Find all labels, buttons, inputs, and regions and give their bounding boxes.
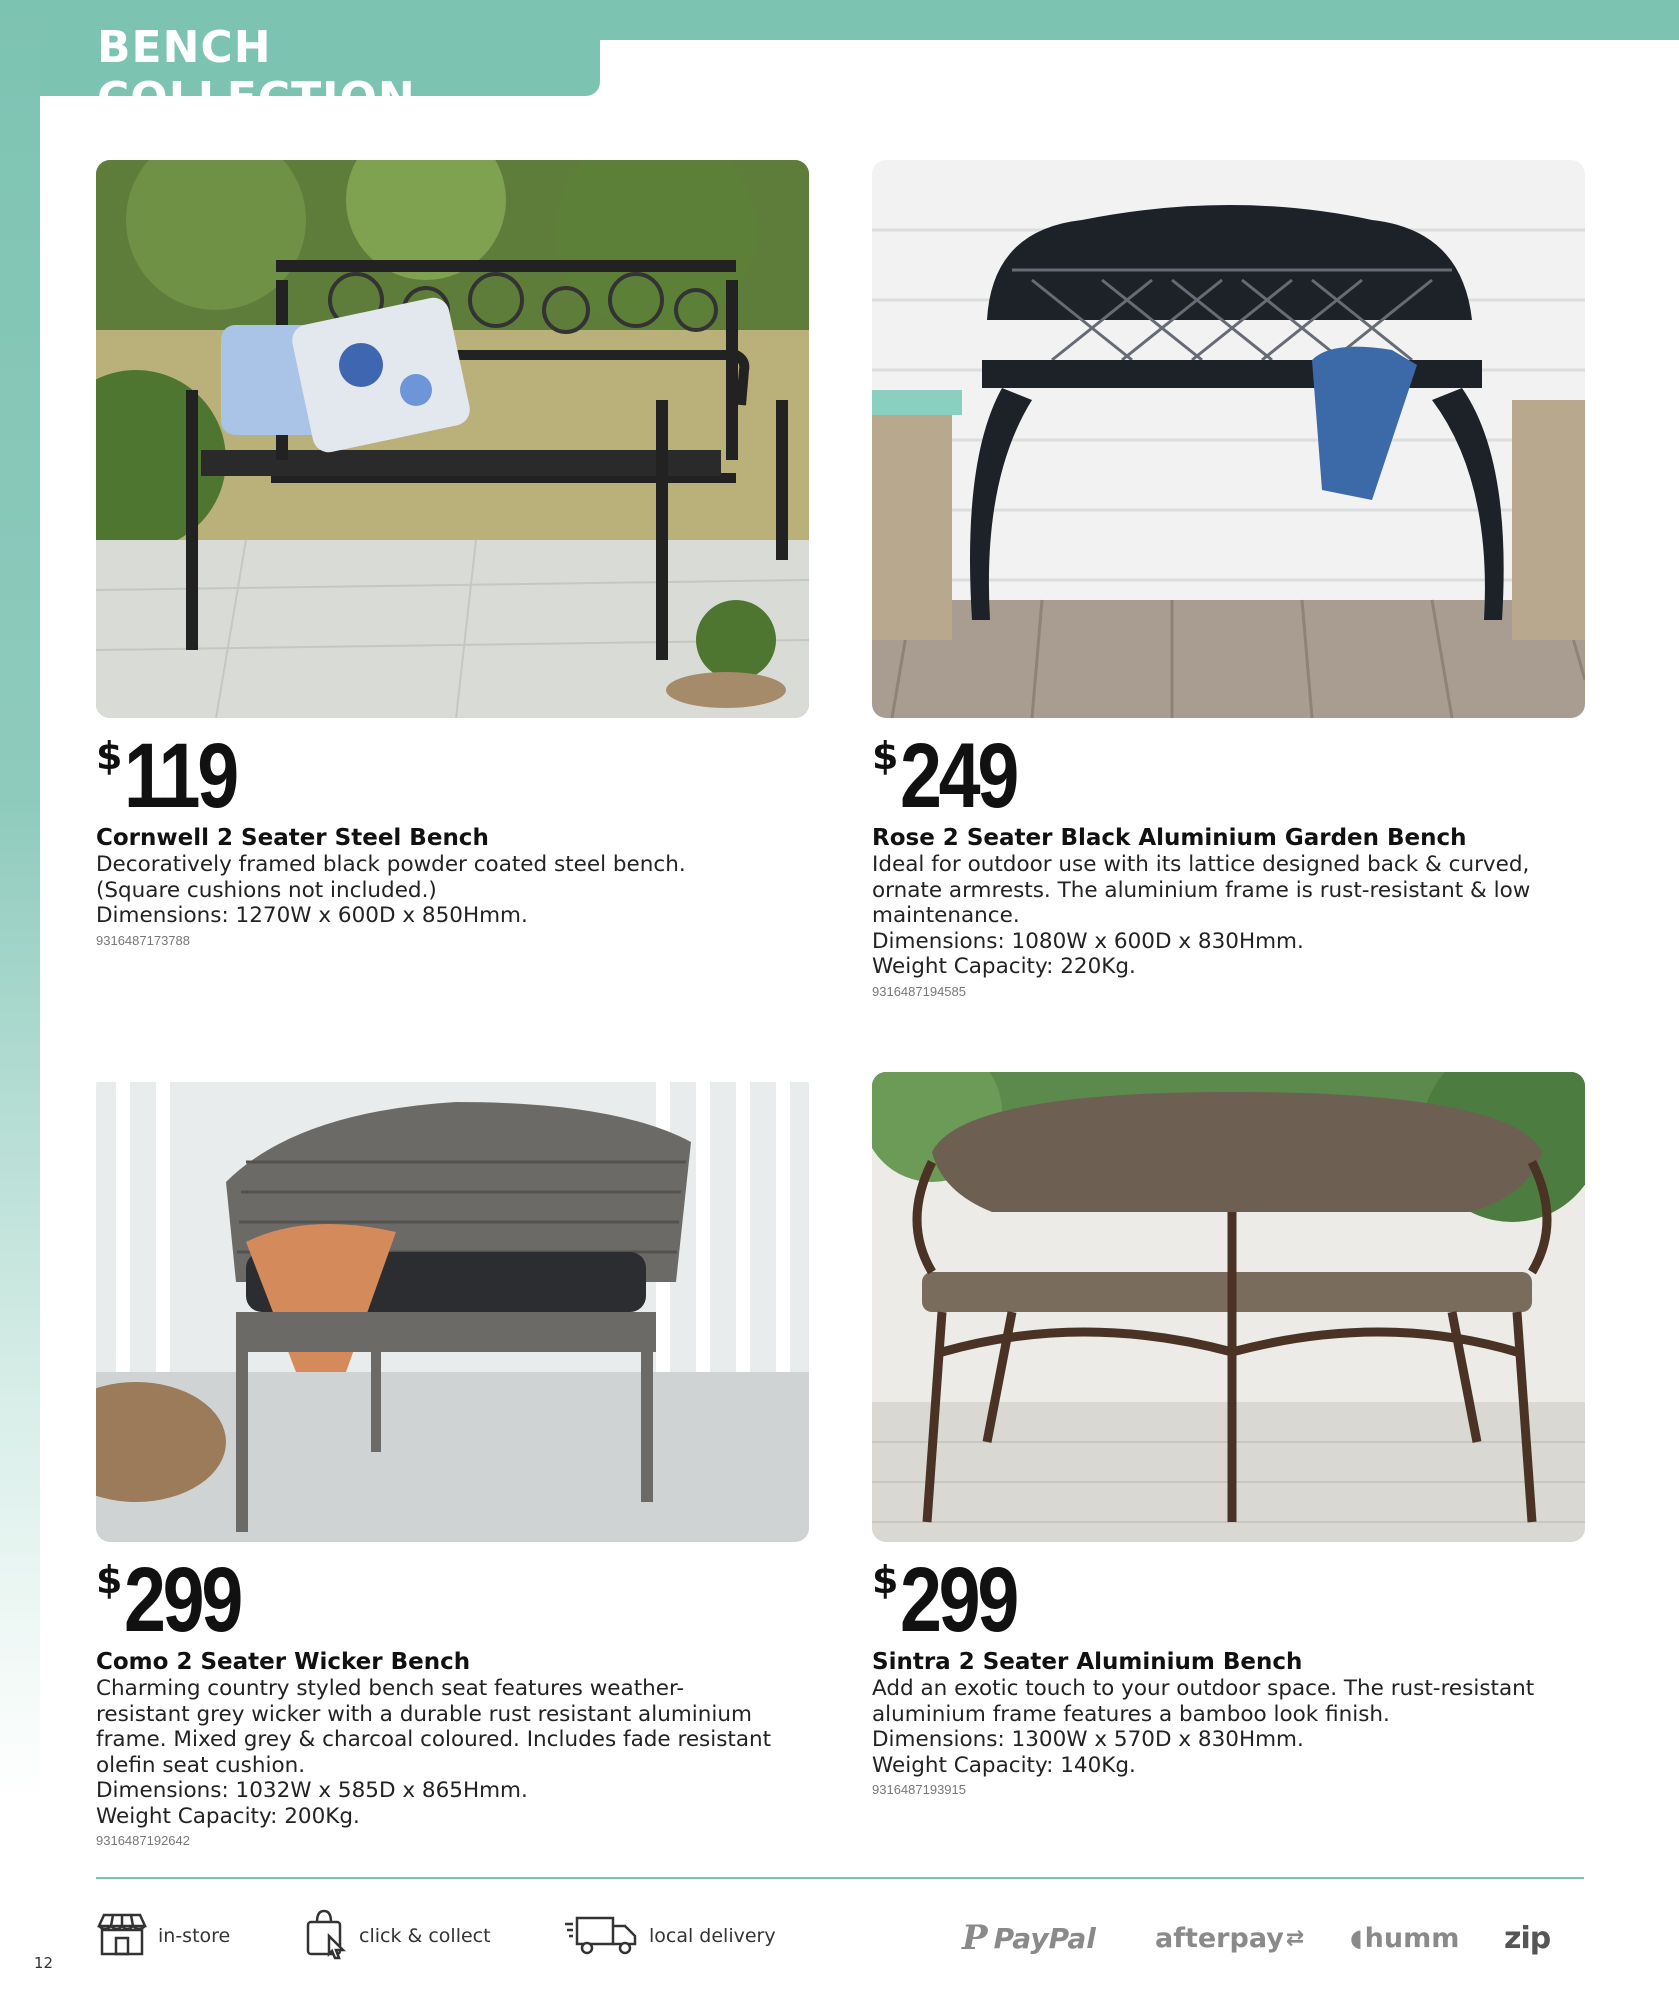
- service-label: click & collect: [359, 1925, 491, 1947]
- afterpay-logo: afterpay ⇄: [1155, 1922, 1305, 1954]
- price-tag: [96, 1549, 809, 1651]
- service-in-store: [96, 1912, 230, 1960]
- product-barcode: 9316487192642: [96, 1833, 190, 1848]
- zip-logo: zip: [1504, 1920, 1551, 1956]
- currency-symbol: $: [96, 734, 123, 778]
- page-title: BENCH COLLECTION: [97, 22, 416, 124]
- paypal-logo: P PayPal: [962, 1918, 1096, 1958]
- shopping-bag-icon: [305, 1908, 349, 1964]
- price-amount: 119: [124, 725, 236, 827]
- currency-symbol: $: [872, 734, 899, 778]
- service-label: in-store: [158, 1925, 231, 1947]
- product-description: Add an exotic touch to your outdoor space. The rust-resistant aluminium frame features a bamboo look finish. Dimensions: 1300W x 570D x 830Hmm. Weight Capacity: 140Kg.: [872, 1676, 1535, 1778]
- product-barcode: 9316487193915: [872, 1782, 966, 1797]
- product-description: Ideal for outdoor use with its lattice designed back & curved, ornate armrests. The aluminium frame is rust-resistant & low maintenance. Dimensions: 1080W x 600D x 830Hmm. Weight Capacity: 220Kg.: [872, 852, 1531, 979]
- product-name[interactable]: Como 2 Seater Wicker Bench: [96, 1649, 471, 1675]
- product-photo[interactable]: [872, 1072, 1585, 1542]
- product-card-cornwell[interactable]: [96, 160, 809, 948]
- service-label: local delivery: [649, 1925, 776, 1947]
- footer-divider: [96, 1877, 1584, 1879]
- price-tag: [872, 725, 1585, 827]
- service-click-collect: [305, 1912, 491, 1960]
- product-barcode: 9316487194585: [872, 983, 966, 999]
- price-amount: 299: [900, 1549, 1017, 1651]
- paypal-icon: P: [962, 1918, 988, 1958]
- humm-logo: ◖ humm: [1350, 1922, 1460, 1954]
- store-icon: [96, 1912, 148, 1960]
- service-local-delivery: [563, 1912, 776, 1960]
- product-name[interactable]: Cornwell 2 Seater Steel Bench: [96, 825, 489, 851]
- product-barcode: 9316487173788: [96, 932, 190, 948]
- side-accent-band: [0, 0, 40, 2000]
- product-card-rose[interactable]: [872, 160, 1585, 999]
- product-name[interactable]: Rose 2 Seater Black Aluminium Garden Bench: [872, 825, 1467, 851]
- price-amount: 299: [124, 1549, 241, 1651]
- price-amount: 249: [900, 725, 1017, 827]
- title-tab: [40, 0, 600, 124]
- currency-symbol: $: [872, 1558, 899, 1602]
- currency-symbol: $: [96, 1558, 123, 1602]
- product-card-sintra[interactable]: [872, 1072, 1585, 1797]
- page-number: 12: [34, 1954, 54, 1972]
- afterpay-arrows-icon: ⇄: [1285, 1925, 1305, 1951]
- product-photo[interactable]: [872, 160, 1585, 718]
- product-description: Charming country styled bench seat features weather- resistant grey wicker with a durable rust resistant aluminium frame. Mixed grey & charcoal coloured. Includes fade resistant olefin seat cushion. Dimensions: 1032W x 585D x 865Hmm. Weight Capacity: 200Kg.: [96, 1676, 772, 1829]
- humm-icon: ◖: [1350, 1924, 1363, 1952]
- price-tag: [872, 1549, 1585, 1651]
- delivery-truck-icon: [563, 1912, 639, 1960]
- product-photo[interactable]: [96, 160, 809, 718]
- price-tag: [96, 725, 809, 827]
- product-card-como[interactable]: [96, 1072, 809, 1848]
- product-name[interactable]: Sintra 2 Seater Aluminium Bench: [872, 1649, 1303, 1675]
- product-description: Decoratively framed black powder coated steel bench. (Square cushions not included.) Dimensions: 1270W x 600D x 850Hmm.: [96, 852, 686, 928]
- product-photo[interactable]: [96, 1072, 809, 1542]
